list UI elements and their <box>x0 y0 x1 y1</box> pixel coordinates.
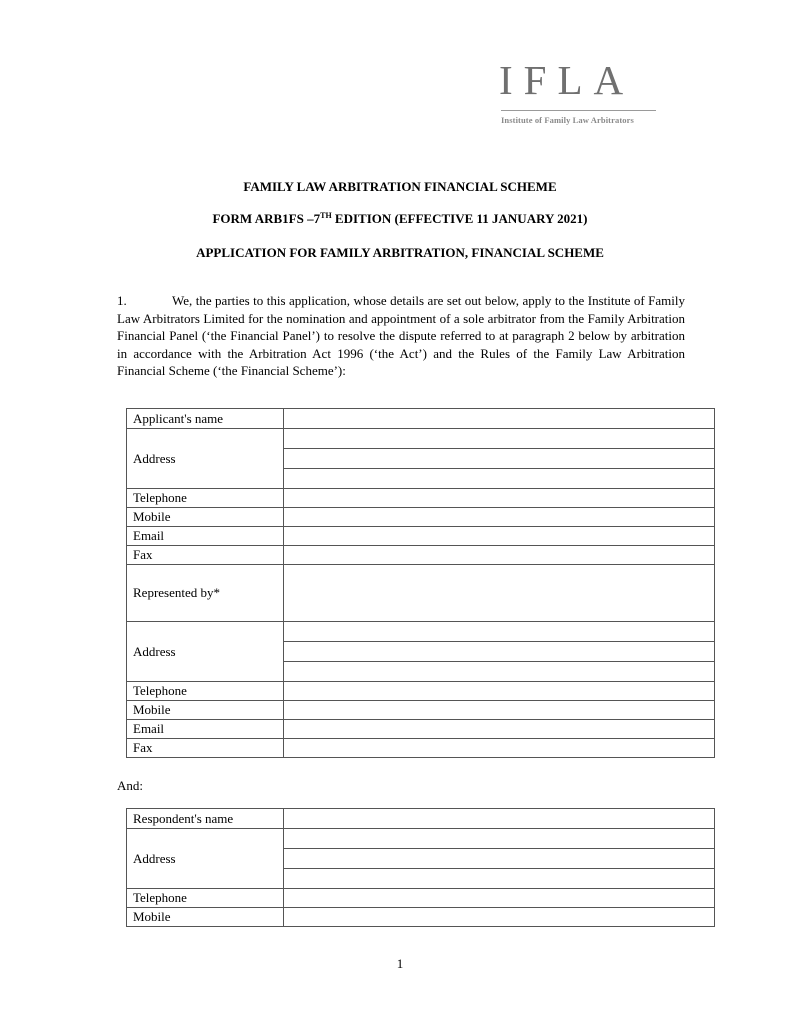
applicant-telephone-field[interactable] <box>284 489 715 508</box>
applicant-mobile-field[interactable] <box>284 508 715 527</box>
rep-telephone-field[interactable] <box>284 682 715 701</box>
applicant-email-field[interactable] <box>284 527 715 546</box>
scheme-title: FAMILY LAW ARBITRATION FINANCIAL SCHEME <box>243 179 557 194</box>
application-title: APPLICATION FOR FAMILY ARBITRATION, FINANCIAL SCHEME <box>196 245 604 260</box>
respondent-name-label: Respondent's name <box>127 809 284 829</box>
rep-fax-field[interactable] <box>284 739 715 758</box>
rep-address-label: Address <box>127 622 284 682</box>
rep-email-field[interactable] <box>284 720 715 739</box>
applicant-fax-label: Fax <box>127 546 284 565</box>
rep-mobile-field[interactable] <box>284 701 715 720</box>
rep-address-line-2[interactable] <box>284 642 715 662</box>
applicant-email-label: Email <box>127 527 284 546</box>
rep-fax-label: Fax <box>127 739 284 758</box>
represented-by-field[interactable] <box>284 565 715 622</box>
page-number: 1 <box>396 956 404 971</box>
respondent-mobile-field[interactable] <box>284 908 715 927</box>
applicant-address-line-1[interactable] <box>284 429 715 449</box>
respondent-mobile-label: Mobile <box>127 908 284 927</box>
rep-address-line-3[interactable] <box>284 662 715 682</box>
applicant-address-line-2[interactable] <box>284 449 715 469</box>
applicant-telephone-label: Telephone <box>127 489 284 508</box>
applicant-address-label: Address <box>127 429 284 489</box>
respondent-telephone-label: Telephone <box>127 889 284 908</box>
respondent-table <box>126 808 715 927</box>
respondent-name-field[interactable] <box>284 809 715 829</box>
form-edition-prefix: FORM ARB1FS –7 <box>212 211 321 226</box>
applicant-table <box>126 408 715 758</box>
rep-email-label: Email <box>127 720 284 739</box>
logo-rule <box>501 110 656 111</box>
form-edition-title <box>0 211 800 227</box>
applicant-name-label: Applicant's name <box>127 409 284 429</box>
respondent-telephone-field[interactable] <box>284 889 715 908</box>
respondent-address-line-2[interactable] <box>284 849 715 869</box>
paragraph-1 <box>117 292 685 380</box>
form-edition-suffix: EDITION (EFFECTIVE 11 JANUARY 2021) <box>331 211 588 226</box>
respondent-address-label: Address <box>127 829 284 889</box>
represented-by-label: Represented by* <box>127 565 284 622</box>
rep-telephone-label: Telephone <box>127 682 284 701</box>
paragraph-number: 1. <box>117 293 127 308</box>
applicant-name-field[interactable] <box>284 409 715 429</box>
rep-address-line-1[interactable] <box>284 622 715 642</box>
respondent-address-line-3[interactable] <box>284 869 715 889</box>
applicant-fax-field[interactable] <box>284 546 715 565</box>
and-label: And: <box>117 778 143 793</box>
form-edition-sup: TH <box>320 211 332 220</box>
logo-letters: IFLA <box>499 57 635 103</box>
applicant-address-line-3[interactable] <box>284 469 715 489</box>
ifla-logo <box>501 58 656 125</box>
rep-mobile-label: Mobile <box>127 701 284 720</box>
logo-subtitle: Institute of Family Law Arbitrators <box>501 115 634 125</box>
respondent-address-line-1[interactable] <box>284 829 715 849</box>
applicant-mobile-label: Mobile <box>127 508 284 527</box>
paragraph-text: We, the parties to this application, whose details are set out below, apply to the Institute of Family Law Arbitrators Limited for the nomination and appointment of a sole arbitrator from the Family Arbitration Financial Panel (‘the Financial Panel’) to resolve the dispute referred to at paragraph 2 below by arbitration in accordance with the Arbitration Act 1996 (‘the Act’) and the Rules of the Family Law Arbitration Financial Scheme (‘the Financial Scheme’): <box>117 293 685 378</box>
